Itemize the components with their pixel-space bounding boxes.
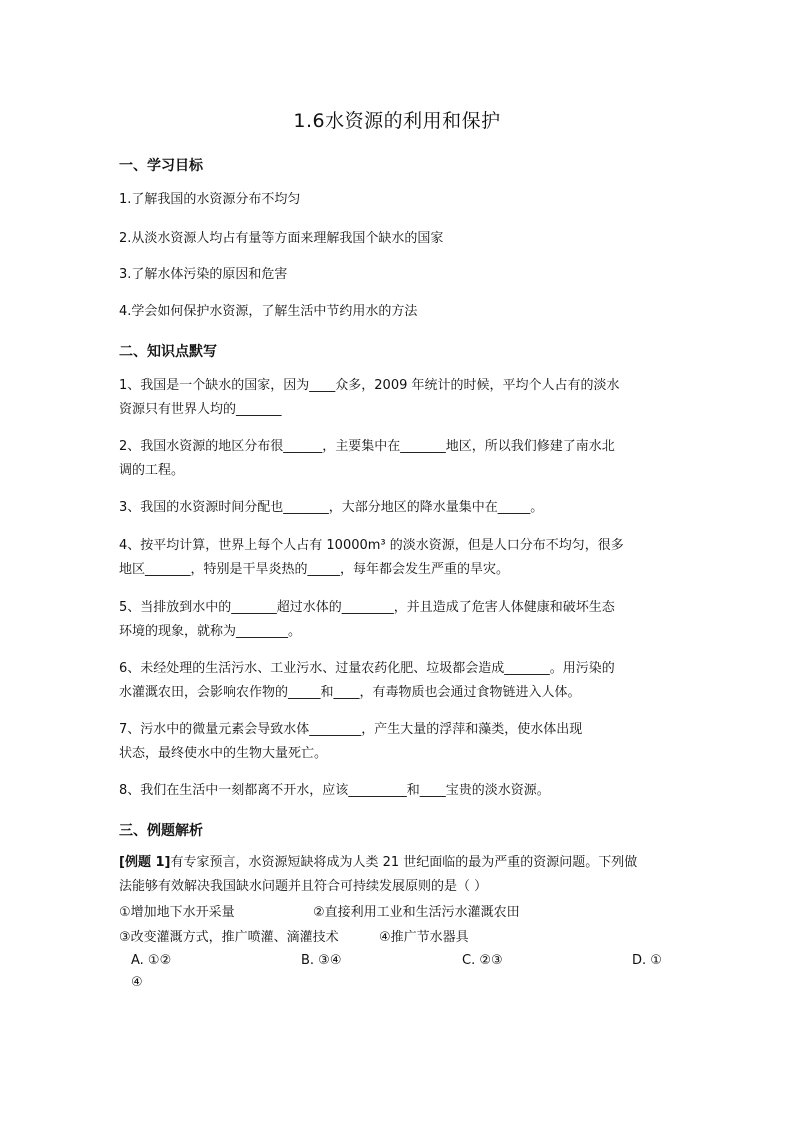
question-line: 4、按平均计算，世界上每个人占有 10000m³ 的淡水资源，但是人口分布不均匀，很多 <box>119 538 624 553</box>
objective-item: 2.从淡水资源人均占有量等方面来理解我国个缺水的国家 <box>119 231 444 246</box>
question-4 <box>119 534 679 582</box>
question-line: 7、污水中的微量元素会导致水体________，产生大量的浮萍和藻类，使水体出现 <box>119 722 583 737</box>
question-7 <box>119 718 679 766</box>
question-line: 3、我国的水资源时间分配也_______，大部分地区的降水量集中在_____。 <box>119 500 544 515</box>
answer-option-d: D. ① <box>632 953 662 968</box>
question-line: 5、当排放到水中的_______超过水体的________，并且造成了危害人体健康和破坏生态 <box>119 600 615 615</box>
example-question-line: 法能够有效解决我国缺水问题并且符合可持续发展原则的是（ ） <box>119 879 488 894</box>
question-line: 6、未经处理的生活污水、工业污水、过量农药化肥、垃圾都会造成_______。用污染的 <box>119 661 615 676</box>
section-heading-objectives: 一、学习目标 <box>119 158 203 174</box>
question-line: 水灌溉农田，会影响农作物的_____和____，有毒物质也会通过食物链进入人体。 <box>119 685 581 700</box>
example-statement-item: ②直接利用工业和生活污水灌溉农田 <box>313 905 520 920</box>
example-statement-item: ③改变灌溉方式，推广喷灌、滴灌技术 <box>119 930 339 945</box>
question-1 <box>119 374 679 422</box>
question-line: 8、我们在生活中一刻都离不开水，应该_________和____宝贵的淡水资源。 <box>119 783 550 798</box>
answer-option-b: B. ③④ <box>301 953 342 968</box>
objective-item: 4.学会如何保护水资源，了解生活中节约用水的方法 <box>119 304 418 319</box>
example-statement-item: ④推广节水器具 <box>379 930 469 945</box>
question-8 <box>119 779 679 803</box>
question-2 <box>119 435 679 483</box>
answer-option-d-continued: ④ <box>131 975 143 990</box>
objective-item: 1.了解我国的水资源分布不均匀 <box>119 192 301 207</box>
question-line: 资源只有世界人均的_______ <box>119 402 282 417</box>
question-line: 地区_______，特别是干旱炎热的_____，每年都会发生严重的旱灾。 <box>119 562 510 577</box>
example-statement-item: ①增加地下水开采量 <box>119 905 235 920</box>
section-heading-knowledge: 二、知识点默写 <box>119 344 217 360</box>
page-title: 1.6水资源的利用和保护 <box>293 110 501 132</box>
section-heading-examples: 三、例题解析 <box>119 823 203 839</box>
question-5 <box>119 596 679 644</box>
question-line: 1、我国是一个缺水的国家，因为____众多，2009 年统计的时候，平均个人占有的淡水 <box>119 378 620 393</box>
objective-item: 3.了解水体污染的原因和危害 <box>119 267 288 282</box>
question-6 <box>119 657 679 705</box>
example-text: 有专家预言，水资源短缺将成为人类 21 世纪面临的最为严重的资源问题。下列做 <box>170 855 638 870</box>
question-line: 调的工程。 <box>119 463 185 478</box>
answer-option-a: A. ①② <box>131 953 172 968</box>
example-question-line <box>119 852 637 874</box>
question-line: 2、我国水资源的地区分布很______，主要集中在_______地区，所以我们修建了南水北 <box>119 439 615 454</box>
example-label: [例题 1] <box>119 855 171 870</box>
question-line: 环境的现象，就称为________。 <box>119 624 302 639</box>
question-line: 状态，最终使水中的生物大量死亡。 <box>119 746 328 761</box>
question-3 <box>119 496 679 520</box>
answer-option-c: C. ②③ <box>462 953 503 968</box>
